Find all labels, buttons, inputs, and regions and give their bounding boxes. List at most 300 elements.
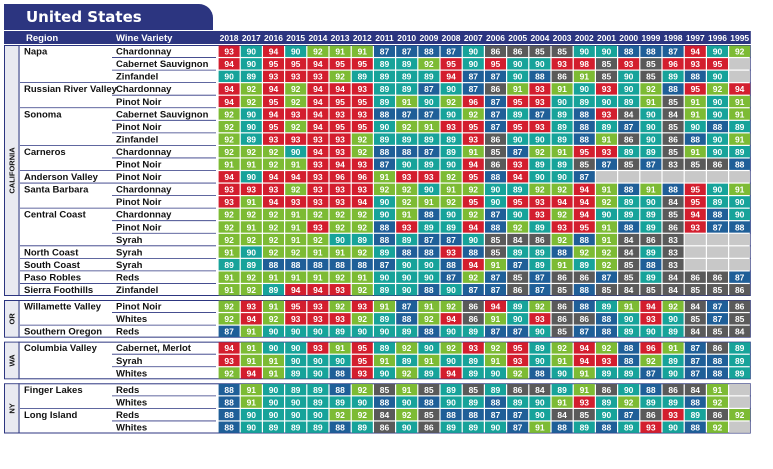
year-header: 2001	[597, 32, 616, 43]
score-value: 87	[690, 368, 701, 379]
score-value: 85	[646, 59, 656, 70]
score-value: 89	[646, 397, 656, 408]
score-value: 92	[268, 222, 279, 233]
score-value: 87	[712, 222, 723, 233]
score-value: 87	[490, 209, 501, 220]
score-value: 94	[579, 209, 590, 220]
score-value: 88	[401, 146, 412, 157]
score-value: 93	[424, 172, 434, 183]
year-header: 2008	[441, 32, 461, 43]
score-value: 90	[646, 326, 656, 337]
score-value: 89	[535, 259, 545, 270]
score-value: 90	[313, 355, 323, 366]
score-value: 95	[335, 59, 345, 70]
score-value: 91	[690, 96, 701, 107]
score-value: 92	[601, 259, 612, 270]
score-value: 93	[357, 368, 368, 379]
score-value: 91	[557, 397, 567, 408]
score-value: 89	[446, 134, 456, 145]
score-value: 92	[268, 247, 279, 258]
score-value: 85	[646, 285, 656, 295]
score-value: 88	[535, 71, 545, 82]
score-value: 86	[668, 384, 678, 395]
score-value: 91	[424, 301, 434, 312]
score-value: 92	[468, 184, 479, 195]
score-value: 89	[290, 422, 301, 433]
score-value: 93	[224, 355, 234, 366]
score-value: 89	[557, 159, 567, 170]
variety-label: Syrah	[116, 247, 143, 259]
score-value: 94	[690, 209, 701, 220]
score-value: 90	[535, 409, 545, 420]
score-value: 90	[446, 397, 456, 408]
score-value: 88	[490, 172, 501, 183]
score-value: 94	[313, 285, 323, 295]
score-value: 92	[468, 209, 479, 220]
score-value: 91	[401, 96, 412, 107]
score-value: 90	[401, 259, 412, 270]
score-value: 85	[557, 326, 567, 337]
score-value: 94	[313, 121, 323, 132]
score-value: 85	[468, 384, 479, 395]
score-value: 91	[335, 247, 345, 258]
score-value: 86	[535, 234, 545, 245]
score-value: 87	[401, 301, 412, 312]
score-value: 90	[512, 59, 523, 70]
score-value: 94	[268, 172, 279, 183]
score-value: 88	[313, 259, 323, 270]
score-value: 85	[424, 384, 434, 395]
score-value: 89	[357, 422, 368, 433]
score-value: 89	[646, 209, 656, 220]
score-value: 85	[601, 71, 612, 82]
score-value: 88	[690, 397, 701, 408]
score-value: 93	[335, 197, 345, 208]
score-value: 92	[512, 222, 523, 233]
score-value: 93	[246, 301, 257, 312]
variety-label: Reds	[116, 384, 140, 396]
score-value: 92	[224, 146, 234, 157]
score-value: 90	[246, 409, 257, 420]
score-value: 90	[712, 46, 723, 57]
score-cell	[663, 171, 684, 182]
score-value: 87	[535, 272, 545, 283]
score-value: 90	[379, 368, 390, 379]
score-value: 91	[224, 159, 234, 170]
score-value: 92	[335, 409, 345, 420]
score-value: 91	[268, 301, 279, 312]
score-value: 93	[290, 134, 301, 145]
score-value: 86	[690, 272, 701, 283]
variety-label: Zinfandel	[116, 71, 159, 83]
score-cell	[729, 71, 750, 82]
score-value: 89	[401, 84, 412, 95]
score-value: 93	[313, 134, 323, 145]
score-value: 83	[668, 159, 678, 170]
score-value: 93	[535, 197, 545, 208]
score-value: 90	[290, 146, 301, 157]
score-value: 88	[379, 222, 390, 233]
region-label: Carneros	[24, 146, 66, 158]
score-value: 86	[557, 314, 567, 325]
score-value: 92	[446, 172, 456, 183]
score-value: 86	[557, 71, 567, 82]
variety-label: Chardonnay	[116, 209, 172, 221]
score-value: 91	[335, 46, 345, 57]
score-value: 94	[224, 172, 234, 183]
score-value: 91	[290, 272, 301, 283]
score-value: 92	[335, 272, 345, 283]
score-value: 88	[579, 234, 590, 245]
score-value: 87	[668, 46, 678, 57]
score-value: 89	[246, 71, 257, 82]
score-value: 92	[557, 343, 567, 354]
score-value: 90	[490, 184, 501, 195]
score-value: 91	[268, 368, 279, 379]
score-value: 91	[446, 184, 456, 195]
variety-label: Reds	[116, 409, 140, 421]
score-value: 94	[490, 301, 501, 312]
score-value: 93	[313, 172, 323, 183]
score-value: 90	[401, 272, 412, 283]
score-value: 90	[668, 368, 678, 379]
score-value: 91	[734, 96, 745, 107]
score-value: 90	[601, 96, 612, 107]
region-label: Napa	[24, 46, 48, 58]
score-value: 90	[490, 197, 501, 208]
score-value: 87	[424, 146, 434, 157]
score-value: 94	[557, 197, 567, 208]
score-value: 89	[335, 326, 345, 337]
score-value: 94	[224, 84, 234, 95]
variety-label: Reds	[116, 272, 140, 284]
score-value: 85	[601, 59, 612, 70]
score-value: 92	[335, 301, 345, 312]
score-value: 93	[313, 222, 323, 233]
score-value: 91	[490, 259, 501, 270]
score-value: 86	[712, 159, 723, 170]
score-value: 93	[268, 134, 279, 145]
score-value: 93	[335, 314, 345, 325]
year-header: 2013	[330, 32, 350, 43]
score-value: 92	[335, 209, 345, 220]
score-value: 91	[601, 222, 612, 233]
score-value: 87	[446, 272, 456, 283]
score-value: 90	[379, 197, 390, 208]
score-value: 89	[535, 222, 545, 233]
score-value: 91	[357, 46, 368, 57]
score-value: 89	[601, 301, 612, 312]
score-value: 87	[712, 314, 723, 325]
score-value: 96	[357, 172, 368, 183]
score-value: 90	[401, 397, 412, 408]
score-value: 95	[268, 121, 279, 132]
score-value: 89	[623, 422, 634, 433]
score-value: 86	[601, 384, 612, 395]
score-value: 87	[401, 109, 412, 120]
score-value: 88	[557, 422, 567, 433]
score-value: 85	[490, 247, 501, 258]
score-value: 91	[468, 146, 479, 157]
score-value: 84	[690, 384, 701, 395]
score-value: 90	[734, 197, 745, 208]
score-value: 89	[401, 134, 412, 145]
score-value: 89	[535, 247, 545, 258]
score-value: 90	[468, 46, 479, 57]
score-cell	[707, 259, 728, 270]
score-value: 92	[313, 46, 323, 57]
score-value: 88	[690, 134, 701, 145]
score-value: 90	[712, 71, 723, 82]
score-value: 85	[668, 121, 678, 132]
score-value: 92	[557, 234, 567, 245]
score-value: 89	[424, 134, 434, 145]
score-value: 90	[468, 59, 479, 70]
score-value: 91	[246, 159, 257, 170]
score-value: 85	[623, 259, 634, 270]
score-value: 91	[379, 301, 390, 312]
score-value: 88	[601, 422, 612, 433]
score-value: 91	[557, 355, 567, 366]
score-value: 87	[490, 326, 501, 337]
score-value: 88	[690, 71, 701, 82]
score-value: 92	[512, 368, 523, 379]
score-value: 94	[224, 343, 234, 354]
score-value: 91	[690, 109, 701, 120]
score-value: 88	[601, 326, 612, 337]
score-value: 87	[601, 272, 612, 283]
score-value: 89	[512, 247, 523, 258]
score-value: 89	[734, 368, 745, 379]
year-header: 2017	[241, 32, 261, 43]
score-value: 91	[246, 397, 257, 408]
score-value: 86	[557, 272, 567, 283]
score-value: 95	[512, 121, 523, 132]
score-value: 87	[379, 46, 390, 57]
score-value: 92	[646, 355, 656, 366]
score-value: 88	[379, 109, 390, 120]
score-value: 96	[646, 343, 656, 354]
score-value: 92	[268, 314, 279, 325]
variety-label: Pinot Noir	[116, 96, 162, 108]
region-label: Russian River Valley	[24, 84, 117, 96]
score-value: 86	[512, 384, 523, 395]
score-value: 83	[668, 234, 678, 245]
score-value: 91	[290, 234, 301, 245]
score-value: 83	[668, 247, 678, 258]
score-value: 89	[623, 326, 634, 337]
score-value: 87	[446, 46, 456, 57]
score-value: 89	[290, 368, 301, 379]
score-value: 90	[246, 59, 257, 70]
score-cell	[729, 259, 750, 270]
score-value: 95	[335, 96, 345, 107]
score-value: 92	[290, 96, 301, 107]
score-value: 86	[424, 422, 434, 433]
score-value: 90	[601, 209, 612, 220]
score-value: 89	[734, 121, 745, 132]
score-value: 86	[712, 409, 723, 420]
score-value: 89	[401, 234, 412, 245]
score-value: 87	[224, 326, 234, 337]
score-value: 87	[512, 146, 523, 157]
score-value: 95	[712, 59, 723, 70]
score-value: 87	[579, 326, 590, 337]
score-value: 84	[623, 234, 634, 245]
score-value: 95	[357, 355, 368, 366]
score-value: 91	[668, 343, 678, 354]
score-value: 87	[424, 109, 434, 120]
score-value: 91	[535, 422, 545, 433]
score-value: 91	[313, 272, 323, 283]
score-value: 93	[335, 109, 345, 120]
score-value: 93	[335, 285, 345, 295]
score-value: 95	[468, 197, 479, 208]
score-value: 84	[668, 109, 678, 120]
score-value: 92	[224, 314, 234, 325]
score-value: 89	[313, 422, 323, 433]
score-value: 92	[335, 71, 345, 82]
year-header: 1997	[685, 32, 705, 43]
score-cell	[707, 234, 728, 245]
score-value: 89	[401, 71, 412, 82]
score-value: 91	[424, 121, 434, 132]
score-value: 86	[490, 84, 501, 95]
score-value: 90	[424, 96, 434, 107]
region-label: Long Island	[24, 409, 78, 421]
score-value: 92	[335, 222, 345, 233]
score-value: 89	[379, 314, 390, 325]
score-value: 90	[490, 422, 501, 433]
score-value: 90	[446, 355, 456, 366]
score-value: 89	[401, 326, 412, 337]
score-value: 92	[668, 301, 678, 312]
variety-label: Reds	[116, 326, 140, 338]
region-label: Finger Lakes	[24, 384, 83, 396]
score-value: 88	[335, 259, 345, 270]
score-value: 91	[734, 109, 745, 120]
score-value: 93	[468, 343, 479, 354]
variety-label: Pinot Noir	[116, 172, 162, 184]
score-value: 91	[579, 71, 590, 82]
score-value: 90	[290, 326, 301, 337]
score-value: 90	[401, 422, 412, 433]
score-value: 94	[335, 84, 345, 95]
score-value: 95	[290, 59, 301, 70]
score-value: 87	[535, 109, 545, 120]
score-cell	[707, 171, 728, 182]
score-value: 92	[734, 409, 745, 420]
score-value: 92	[424, 314, 434, 325]
score-value: 91	[646, 96, 656, 107]
score-value: 94	[246, 314, 257, 325]
score-value: 88	[424, 397, 434, 408]
region-label: Sierra Foothills	[24, 285, 94, 296]
score-value: 89	[424, 159, 434, 170]
score-cell	[729, 422, 750, 433]
score-value: 88	[579, 301, 590, 312]
score-value: 90	[424, 272, 434, 283]
state-label: OR	[7, 313, 17, 325]
score-value: 89	[623, 96, 634, 107]
score-value: 90	[712, 109, 723, 120]
score-value: 92	[313, 209, 323, 220]
score-cell	[685, 246, 706, 257]
score-value: 93	[512, 355, 523, 366]
score-value: 91	[246, 326, 257, 337]
score-value: 89	[468, 422, 479, 433]
score-value: 86	[668, 222, 678, 233]
year-header: 2003	[552, 32, 572, 43]
score-value: 90	[290, 343, 301, 354]
score-value: 85	[712, 285, 723, 295]
score-value: 85	[690, 159, 701, 170]
score-value: 92	[712, 397, 723, 408]
region-column-header: Region	[26, 33, 59, 44]
score-value: 92	[712, 422, 723, 433]
score-value: 89	[268, 285, 279, 295]
region-label: Southern Oregon	[24, 326, 103, 338]
score-value: 84	[623, 247, 634, 258]
score-value: 87	[490, 71, 501, 82]
score-value: 92	[357, 247, 368, 258]
score-value: 91	[646, 184, 656, 195]
score-value: 89	[512, 397, 523, 408]
score-value: 94	[335, 159, 345, 170]
score-value: 91	[246, 355, 257, 366]
variety-label: Syrah	[116, 259, 143, 271]
score-value: 90	[512, 314, 523, 325]
score-value: 84	[623, 109, 634, 120]
score-value: 93	[357, 84, 368, 95]
score-value: 90	[668, 314, 678, 325]
score-value: 90	[601, 46, 612, 57]
score-value: 91	[424, 197, 434, 208]
score-value: 90	[246, 109, 257, 120]
score-value: 93	[313, 159, 323, 170]
score-value: 93	[224, 184, 234, 195]
score-value: 95	[579, 222, 590, 233]
year-header: 2005	[508, 32, 528, 43]
score-value: 86	[668, 134, 678, 145]
score-value: 85	[579, 409, 590, 420]
score-value: 90	[313, 326, 323, 337]
score-value: 92	[623, 397, 634, 408]
score-value: 94	[357, 197, 368, 208]
score-value: 93	[335, 146, 345, 157]
region-label: North Coast	[24, 247, 79, 259]
score-value: 90	[268, 343, 279, 354]
score-value: 92	[424, 59, 434, 70]
score-value: 92	[290, 247, 301, 258]
score-value: 93	[357, 184, 368, 195]
score-value: 93	[512, 159, 523, 170]
score-value: 92	[224, 121, 234, 132]
score-value: 88	[490, 222, 501, 233]
score-value: 91	[379, 355, 390, 366]
score-value: 94	[290, 172, 301, 183]
variety-label: Cabernet Sauvignon	[116, 59, 209, 71]
score-value: 90	[246, 121, 257, 132]
score-value: 91	[246, 343, 257, 354]
score-value: 88	[623, 46, 634, 57]
score-value: 90	[646, 109, 656, 120]
region-label: Paso Robles	[24, 272, 82, 284]
score-value: 88	[623, 343, 634, 354]
score-value: 89	[579, 259, 590, 270]
score-value: 85	[623, 159, 634, 170]
score-value: 92	[401, 121, 412, 132]
